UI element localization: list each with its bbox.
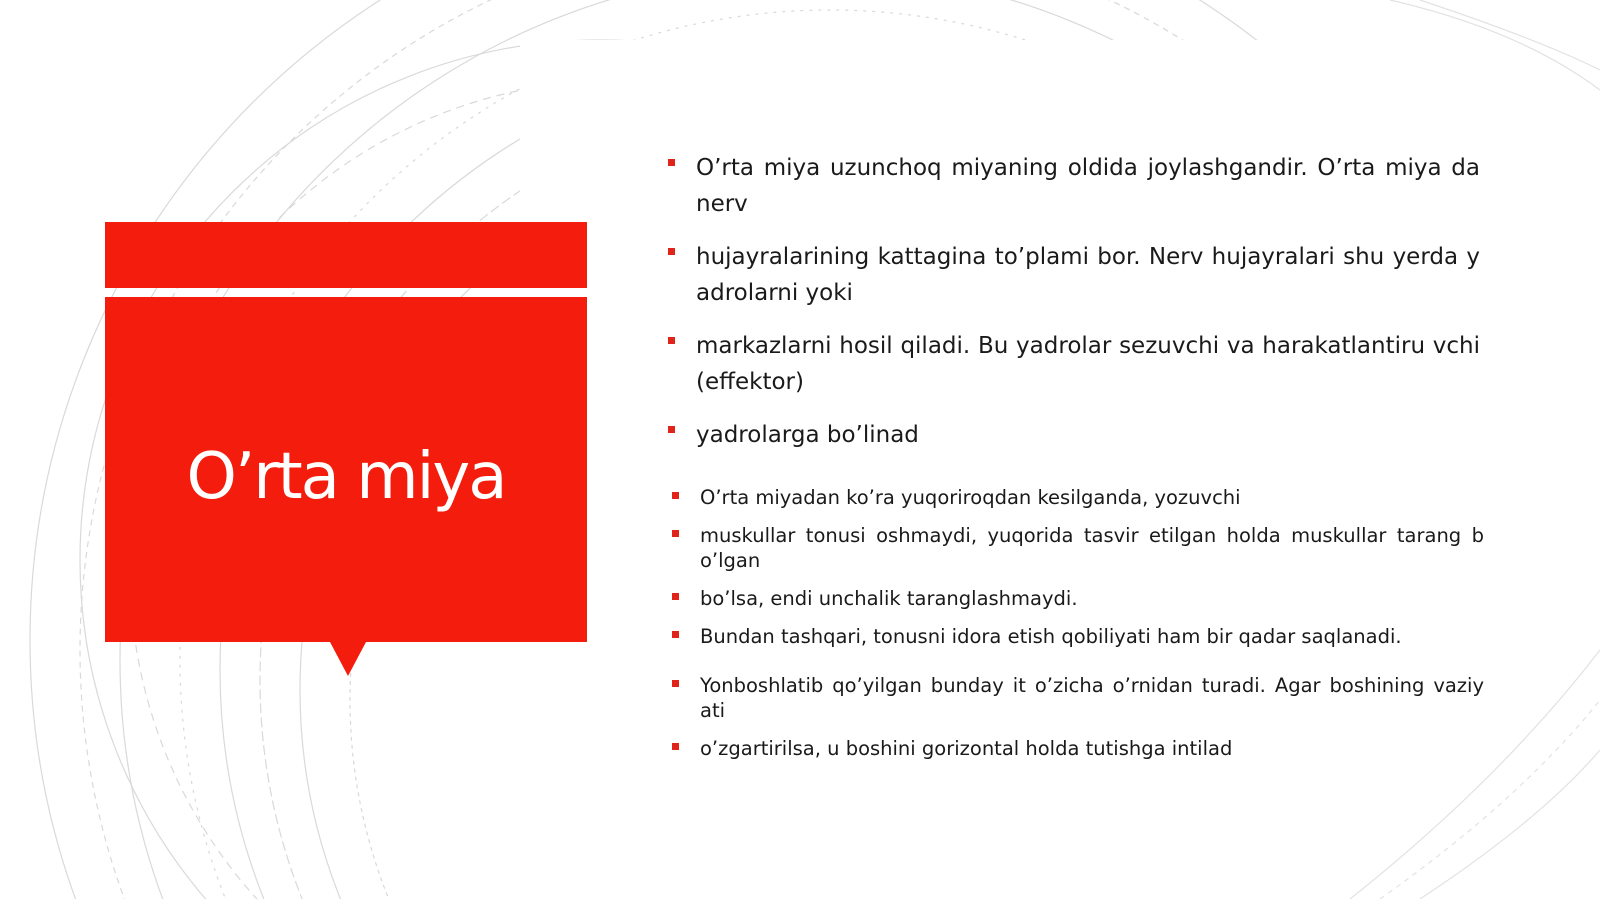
title-card — [105, 222, 587, 642]
title-card-pointer — [330, 642, 366, 676]
sub-bullet-item: muskullar tonusi oshmaydi, yuqorida tasvir etilgan holda muskullar tarang b o’lgan — [672, 523, 1484, 573]
main-bullet-item: yadrolarga bo’linad — [668, 417, 1480, 453]
main-bullet-item: hujayralarining kattagina to’plami bor. Nerv hujayralari shu yerda y adrolarni yoki — [668, 239, 1480, 311]
title-card-header-bar — [105, 222, 587, 288]
title-card-body — [105, 297, 587, 642]
sub-bullet-list — [672, 485, 1484, 774]
bullet-square-icon — [672, 680, 679, 687]
bullet-square-icon — [672, 593, 679, 600]
main-bullet-item: markazlarni hosil qiladi. Bu yadrolar sezuvchi va harakatlantiru vchi (effektor) — [668, 328, 1480, 400]
bullet-square-icon — [668, 159, 675, 166]
bullet-square-icon — [668, 248, 675, 255]
sub-bullet-item: bo’lsa, endi unchalik taranglashmaydi. — [672, 586, 1484, 611]
sub-bullet-item: Bundan tashqari, tonusni idora etish qobiliyati ham bir qadar saqlanadi. — [672, 624, 1484, 649]
sub-bullet-item: o’zgartirilsa, u boshini gorizontal holda tutishga intilad — [672, 736, 1484, 761]
main-bullet-item: O’rta miya uzunchoq miyaning oldida joylashgandir. O’rta miya da nerv — [668, 150, 1480, 222]
slide-title: O’rta miya — [186, 439, 506, 514]
bullet-square-icon — [668, 426, 675, 433]
bullet-square-icon — [672, 631, 679, 638]
bullet-square-icon — [672, 743, 679, 750]
main-bullet-list — [668, 150, 1480, 470]
sub-bullet-item: Yonboshlatib qo’yilgan bunday it o’zicha o’rnidan turadi. Agar boshining vaziy ati — [672, 673, 1484, 723]
bullet-square-icon — [672, 492, 679, 499]
bullet-square-icon — [672, 530, 679, 537]
sub-bullet-item: O’rta miyadan ko’ra yuqoriroqdan kesilganda, yozuvchi — [672, 485, 1484, 510]
bullet-square-icon — [668, 337, 675, 344]
